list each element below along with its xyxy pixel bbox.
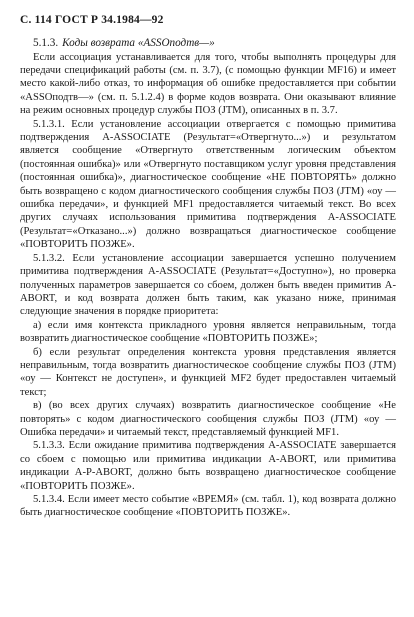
section-title: Коды возврата «ASSOподтв—» [62,37,215,49]
paragraph-5-1-3-1: 5.1.3.1. Если установление ассоциации отвергается с помощью примитива подтверждения A-ASSOCIATE (Результат=«Отвергнуто...») и результатом является сообщение «Отвергнуто ответственным логическим объектом (постоянная ошибка)» или «Отвергнуто поставщиком услуг уровня представления (постоянная ошибка)», диагностическое сообщение «НЕ ПОВТОРЯТЬ» должно быть возвращено с кодом диагностического сообщения службы ПОЗ (JTM) «оу — ошибка передачи», и функцией MF1 предоставляется читаемый текст. Во всех других случаях использования примитива подтверждения A-ASSOCIATE (Результат=«Отказано...») должно возвращаться диагностическое сообщение «ПОВТОРИТЬ ПОЗЖЕ». [20,118,396,251]
list-item-a: а) если имя контекста прикладного уровня является неправильным, тогда возвратить диагностическое сообщение «ПОВТОРИТЬ ПОЗЖЕ»; [20,319,396,345]
paragraph-intro: Если ассоциация устанавливается для того, чтобы выполнять процедуры для передачи спецификаций работы (см. п. 3.7), (с помощью функции MF16) и имеет место какой-либо отказ, то информация об ошибке предоставляется при событии «ASSOподтв—» (см. п. 5.1.2.4) в форме кодов возврата. Они оказывают влияние на режим основных процедур службы ПОЗ (JTM), описанных в п. 3.7. [20,51,396,117]
list-item-c: в) (во всех других случаях) возвратить диагностическое сообщение «Не повторять» с кодом диагностического сообщения службы ПОЗ (JTM) «оу — Ошибка передачи» и читаемый текст, представляемый функцией MF1. [20,400,396,438]
paragraph-5-1-3-2: 5.1.3.2. Если установление ассоциации завершается успешно получением примитива подтверждения A-ASSOCIATE (Результат=«Доступно»), но проверка полученных параметров завершается со сбоем, должен быть введен примитив A-ABORT, и код возврата должен быть таким, как указано ниже, принимая следующие значения в порядке приоритета: [20,252,396,318]
paragraph-5-1-3-3: 5.1.3.3. Если ожидание примитива подтверждения A-ASSOCIATE завершается со сбоем с помощью или примитива индикации A-ABORT, или примитива индикации A-P-ABORT, должно быть возвращено диагностическое сообщение «ПОВТОРИТЬ ПОЗЖЕ». [20,440,396,492]
section-heading [33,37,396,51]
paragraph-5-1-3-4: 5.1.3.4. Если имеет место событие «ВРЕМЯ» (см. табл. 1), код возврата должно быть диагностическое сообщение «ПОВТОРИТЬ ПОЗЖЕ». [20,494,396,519]
section-number: 5.1.3. [33,37,59,49]
page-header: С. 114 ГОСТ Р 34.1984—92 [20,14,164,26]
list-item-b: б) если результат определения контекста уровня представления является неправильным, тогда возвратить диагностическое сообщение службы ПОЗ (JTM) «оу — Контекст не доступен», и функцией MF2 будет предоставлен читаемый текст; [20,346,396,398]
